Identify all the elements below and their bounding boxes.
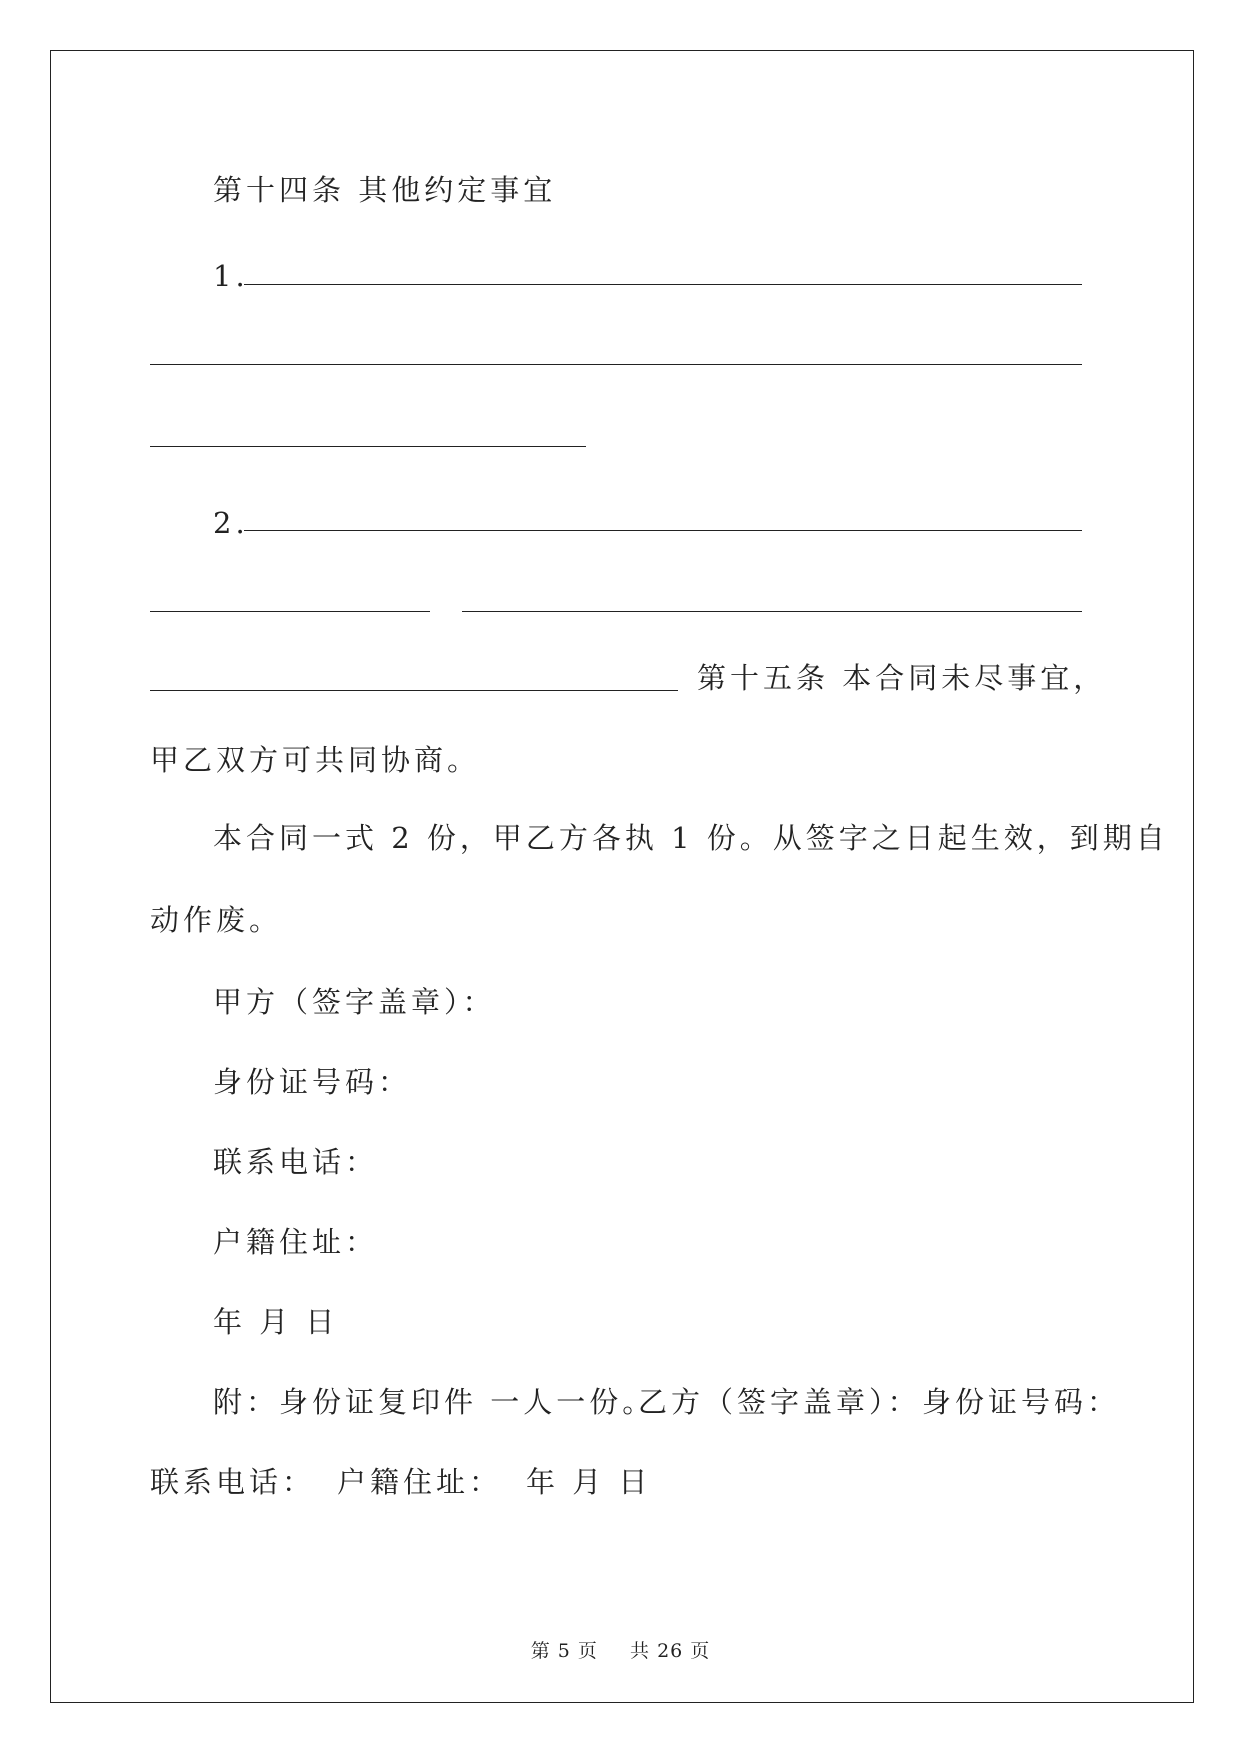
party-b-date: 年 月 日 — [526, 1465, 652, 1499]
page-number: 第 5 页 — [530, 1640, 598, 1662]
party-a-sign: 甲方（签字盖章）： — [213, 985, 496, 1019]
party-a-id: 身份证号码： — [213, 1065, 412, 1099]
page-footer — [0, 1636, 1241, 1663]
party-a-address: 户籍住址： — [213, 1225, 379, 1259]
party-a-phone: 联系电话： — [213, 1145, 379, 1179]
item1-label: 1. — [213, 259, 249, 293]
party-b-sign: 乙方（签字盖章）： — [638, 1385, 921, 1419]
appendix-note: 附：身份证复印件 一人一份。 — [213, 1385, 656, 1419]
party-b-phone: 联系电话： — [150, 1465, 316, 1499]
item1-blank-line-3[interactable] — [150, 446, 586, 447]
article14-title: 第十四条 其他约定事宜 — [213, 173, 557, 207]
party-b-address: 户籍住址： — [337, 1465, 503, 1499]
party-b-id: 身份证号码： — [922, 1385, 1121, 1419]
page-total: 共 26 页 — [630, 1640, 711, 1662]
item1-blank-line-1[interactable] — [244, 284, 1082, 285]
item2-blank-line-2b[interactable] — [462, 611, 1082, 612]
party-a-date: 年 月 日 — [213, 1305, 339, 1339]
article15-title: 第十五条 本合同未尽事宜， — [697, 661, 1107, 695]
validity-line-1: 本合同一式 2 份，甲乙方各执 1 份。从签字之日起生效，到期自 — [213, 821, 1169, 855]
item1-blank-line-2[interactable] — [150, 364, 1082, 365]
validity-line-2: 动作废。 — [150, 903, 283, 937]
item2-blank-line-2a[interactable] — [150, 611, 430, 612]
article15-continuation: 甲乙双方可共同协商。 — [150, 743, 481, 777]
item2-blank-line-3[interactable] — [150, 690, 678, 691]
item2-label: 2. — [213, 506, 249, 540]
item2-blank-line-1[interactable] — [244, 530, 1082, 531]
page-border — [50, 50, 1194, 1703]
